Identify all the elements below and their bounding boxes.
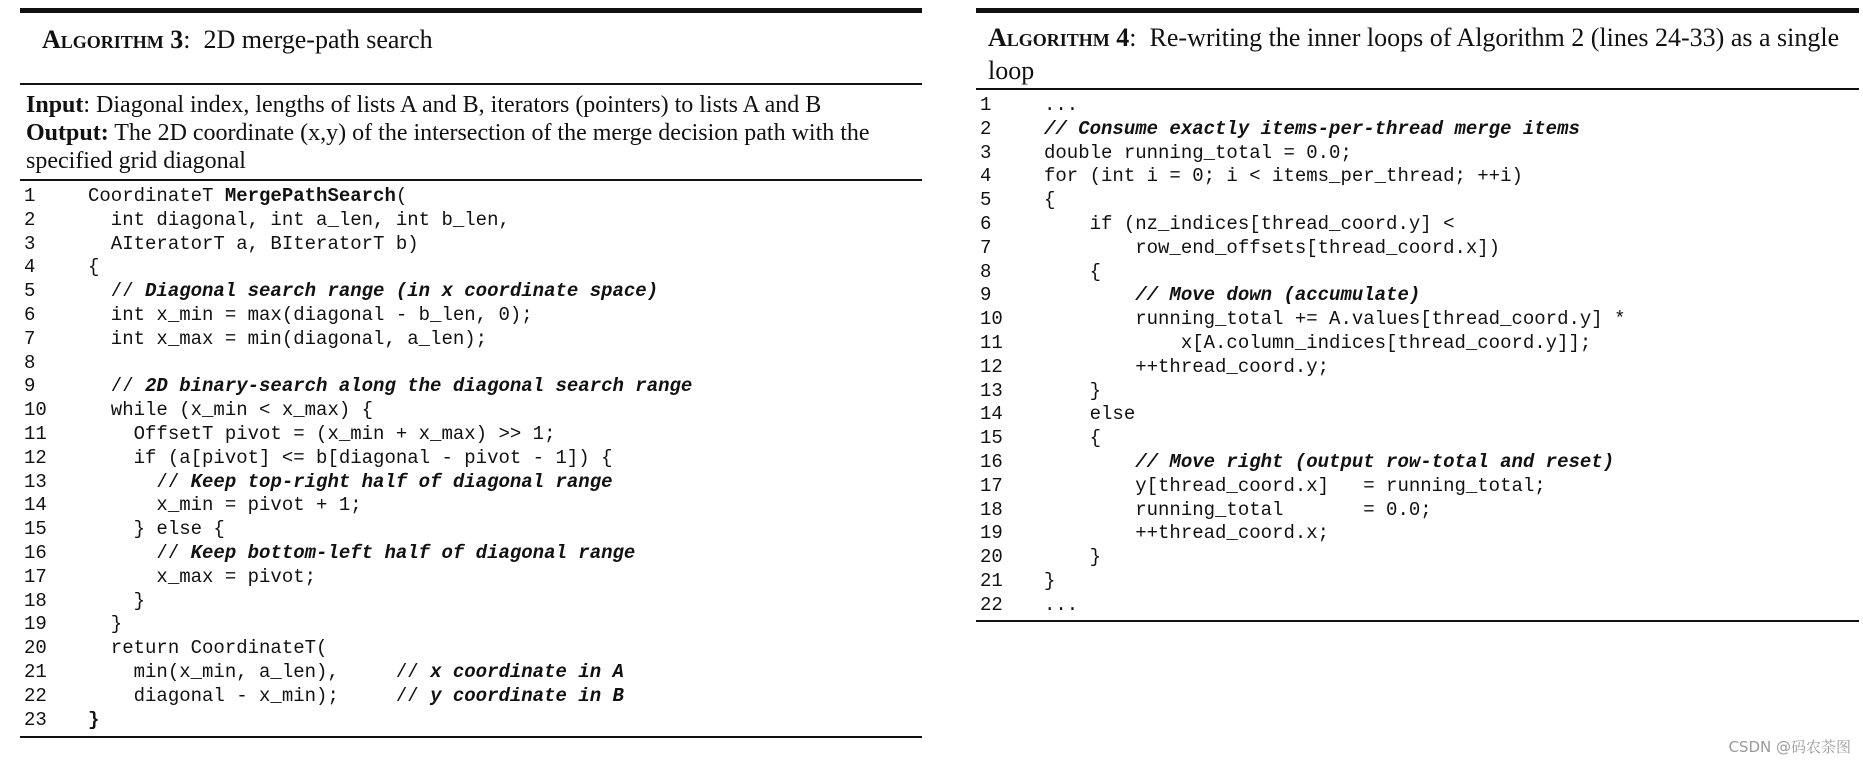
line-number: 9 — [980, 284, 992, 307]
line-number: 13 — [24, 470, 47, 493]
input-line — [26, 91, 916, 119]
code-line — [20, 542, 922, 566]
code-segment: ... — [1044, 593, 1079, 616]
code-segment: double running_total = 0.0; — [1044, 141, 1352, 164]
output-line — [26, 119, 916, 175]
code-text — [88, 661, 922, 685]
code-text — [88, 328, 922, 352]
output-label: Output: — [26, 120, 109, 146]
code-text — [88, 637, 922, 661]
code-comment: Keep top-right half of diagonal range — [190, 470, 613, 493]
line-number: 21 — [24, 660, 47, 683]
line-number: 6 — [24, 303, 36, 326]
code-text — [1044, 570, 1859, 594]
code-segment: { — [1044, 427, 1102, 450]
code-segment: { — [1044, 260, 1102, 283]
line-number: 7 — [24, 327, 36, 350]
algorithm-4-code — [976, 90, 1859, 620]
line-number: 3 — [24, 232, 36, 255]
code-text — [1044, 118, 1859, 142]
code-segment: x_min = pivot + 1; — [88, 494, 362, 517]
code-bold: MergePathSearch — [224, 185, 396, 207]
line-number: 16 — [980, 450, 1003, 473]
code-line — [20, 709, 922, 733]
code-text — [88, 447, 922, 471]
code-segment: ... — [1044, 94, 1079, 116]
line-number: 4 — [24, 256, 36, 279]
code-text — [1044, 475, 1859, 499]
code-line — [976, 475, 1859, 499]
code-segment: min(x_min, a_len), // — [88, 660, 431, 683]
code-line — [20, 661, 922, 685]
code-text — [1044, 142, 1859, 166]
code-line — [976, 261, 1859, 285]
line-number: 8 — [24, 351, 36, 374]
code-text — [1044, 356, 1859, 380]
code-line — [976, 118, 1859, 142]
output-text: The 2D coordinate (x,y) of the intersection of the merge decision path with the specified grid diagonal — [26, 120, 870, 174]
algorithm-label: Algorithm 4 — [988, 23, 1130, 52]
code-text — [1044, 380, 1859, 404]
algorithm-4-caption: Algorithm 4: Re-writing the inner loops of Algorithm 2 (lines 24-33) as a single loop — [988, 23, 1840, 85]
code-segment: diagonal - x_min); // — [88, 684, 431, 707]
line-number: 4 — [980, 165, 992, 188]
code-text — [88, 423, 922, 447]
code-comment: Diagonal search range (in x coordinate space) — [145, 280, 659, 303]
code-line — [976, 332, 1859, 356]
line-number: 18 — [24, 589, 47, 612]
code-line — [976, 94, 1859, 118]
code-line — [976, 499, 1859, 523]
code-segment: ( — [395, 185, 408, 207]
code-line — [976, 403, 1859, 427]
code-line — [976, 522, 1859, 546]
code-text — [1044, 427, 1859, 451]
code-text — [1044, 261, 1859, 285]
code-comment: Keep bottom-left half of diagonal range — [190, 541, 636, 564]
code-line — [20, 352, 922, 376]
code-text — [88, 471, 922, 495]
code-text — [1044, 451, 1859, 475]
code-line — [976, 142, 1859, 166]
code-segment — [1044, 284, 1135, 306]
line-number: 20 — [24, 637, 47, 660]
code-segment: } — [1044, 569, 1056, 592]
line-number: 18 — [980, 498, 1003, 521]
code-text — [1044, 165, 1859, 189]
code-line — [976, 427, 1859, 451]
line-number: 2 — [980, 117, 992, 140]
code-text — [88, 304, 922, 328]
code-line — [20, 304, 922, 328]
algorithm-label: Algorithm 3 — [42, 25, 184, 54]
code-line — [20, 423, 922, 447]
code-segment: // — [88, 470, 191, 493]
code-text — [88, 542, 922, 566]
code-segment: } else { — [88, 518, 225, 541]
code-segment: running_total += A.values[thread_coord.y] * — [1044, 308, 1626, 331]
code-text — [88, 709, 922, 733]
code-line — [976, 237, 1859, 261]
code-segment: running_total = 0.0; — [1044, 498, 1432, 521]
algorithm-title: Re-writing the inner loops of Algorithm 2 (lines 24-33) as a single loop — [988, 23, 1840, 85]
code-line — [20, 256, 922, 280]
code-segment: if (a[pivot] <= b[diagonal - pivot - 1]) { — [88, 446, 613, 469]
code-line — [20, 471, 922, 495]
code-line — [20, 399, 922, 423]
code-text — [88, 494, 922, 518]
line-number: 6 — [980, 212, 992, 235]
code-text — [1044, 284, 1859, 308]
code-line — [20, 590, 922, 614]
code-segment: } — [1044, 546, 1102, 569]
line-number: 12 — [980, 355, 1003, 378]
code-text — [1044, 499, 1859, 523]
code-segment: int x_max = min(diagonal, a_len); — [88, 327, 488, 350]
code-text — [88, 613, 922, 637]
code-comment: // Move right (output row-total and reset) — [1135, 450, 1615, 473]
bottom-rule — [976, 620, 1859, 622]
code-text — [88, 566, 922, 590]
code-text — [88, 233, 922, 257]
code-text — [1044, 237, 1859, 261]
code-line — [976, 546, 1859, 570]
code-comment: // Consume exactly items-per-thread merge items — [1044, 117, 1580, 140]
code-segment: while (x_min < x_max) { — [88, 399, 374, 422]
line-number: 1 — [24, 185, 36, 207]
code-text — [1044, 522, 1859, 546]
code-line — [20, 185, 922, 209]
code-segment: x_max = pivot; — [88, 565, 317, 588]
code-text — [1044, 189, 1859, 213]
algorithm-3-io — [20, 85, 922, 179]
code-segment: // — [88, 375, 146, 398]
code-segment: } — [88, 613, 123, 636]
code-segment: x[A.column_indices[thread_coord.y]]; — [1044, 331, 1592, 354]
code-line — [976, 570, 1859, 594]
code-comment: x coordinate in A — [430, 660, 624, 683]
code-segment: { — [1044, 189, 1056, 212]
line-number: 1 — [980, 94, 992, 116]
code-line — [976, 189, 1859, 213]
algorithm-4-block — [976, 8, 1859, 622]
code-line — [976, 284, 1859, 308]
code-segment: else — [1044, 403, 1136, 426]
bottom-rule — [20, 736, 922, 738]
code-line — [20, 447, 922, 471]
code-text — [88, 185, 922, 209]
code-line — [20, 685, 922, 709]
code-segment: // — [88, 280, 146, 303]
line-number: 13 — [980, 379, 1003, 402]
code-line — [976, 594, 1859, 618]
line-number: 14 — [24, 494, 47, 517]
line-number: 9 — [24, 375, 36, 398]
code-text — [1044, 594, 1859, 618]
code-line — [20, 613, 922, 637]
line-number: 12 — [24, 446, 47, 469]
line-number: 16 — [24, 541, 47, 564]
algorithm-title: 2D merge-path search — [203, 25, 433, 54]
code-segment: for (int i = 0; i < items_per_thread; ++i) — [1044, 165, 1523, 188]
line-number: 14 — [980, 403, 1003, 426]
code-segment: ++thread_coord.y; — [1044, 355, 1330, 378]
code-segment: row_end_offsets[thread_coord.x]) — [1044, 236, 1501, 259]
code-segment: ++thread_coord.x; — [1044, 522, 1330, 545]
code-segment: return CoordinateT( — [88, 637, 328, 660]
code-comment: y coordinate in B — [430, 684, 624, 707]
line-number: 8 — [980, 260, 992, 283]
code-segment — [1044, 451, 1135, 473]
line-number: 10 — [24, 399, 47, 422]
code-segment: if (nz_indices[thread_coord.y] < — [1044, 212, 1455, 235]
code-line — [976, 380, 1859, 404]
code-segment: OffsetT pivot = (x_min + x_max) >> 1; — [88, 422, 556, 445]
code-segment: y[thread_coord.x] = running_total; — [1044, 474, 1546, 497]
input-label: Input — [26, 92, 84, 118]
code-segment: } — [88, 589, 146, 612]
code-text — [88, 256, 922, 280]
code-text — [88, 209, 922, 233]
code-line — [20, 233, 922, 257]
code-text — [88, 685, 922, 709]
code-text — [1044, 94, 1859, 118]
code-line — [20, 494, 922, 518]
code-comment: // Move down (accumulate) — [1135, 284, 1421, 307]
line-number: 21 — [980, 569, 1003, 592]
line-number: 23 — [24, 708, 47, 731]
line-number: 11 — [980, 331, 1003, 354]
code-line — [976, 213, 1859, 237]
code-line — [20, 280, 922, 304]
code-text — [1044, 403, 1859, 427]
code-line — [976, 451, 1859, 475]
algorithm-3-caption: Algorithm 3: 2D merge-path search — [42, 25, 433, 54]
code-line — [976, 356, 1859, 380]
line-number: 11 — [24, 422, 47, 445]
line-number: 15 — [24, 518, 47, 541]
code-segment: int diagonal, int a_len, int b_len, — [88, 208, 510, 231]
code-line — [20, 637, 922, 661]
line-number: 10 — [980, 308, 1003, 331]
code-line — [20, 566, 922, 590]
code-line — [976, 165, 1859, 189]
code-text — [88, 518, 922, 542]
line-number: 19 — [980, 522, 1003, 545]
code-text — [1044, 308, 1859, 332]
line-number: 17 — [24, 565, 47, 588]
code-line — [20, 328, 922, 352]
code-text — [88, 375, 922, 399]
code-line — [20, 209, 922, 233]
code-segment: // — [88, 541, 191, 564]
code-comment: 2D binary-search along the diagonal search range — [145, 375, 693, 398]
code-line — [20, 375, 922, 399]
code-segment: { — [88, 256, 100, 279]
code-segment: int x_min = max(diagonal - b_len, 0); — [88, 303, 533, 326]
code-line — [20, 518, 922, 542]
code-text — [88, 280, 922, 304]
code-segment: AIteratorT a, BIteratorT b) — [88, 232, 419, 255]
code-bold: } — [88, 708, 100, 731]
line-number: 17 — [980, 474, 1003, 497]
code-text — [1044, 546, 1859, 570]
code-segment: } — [1044, 379, 1102, 402]
code-text — [1044, 213, 1859, 237]
line-number: 3 — [980, 141, 992, 164]
line-number: 5 — [24, 280, 36, 303]
code-text — [88, 399, 922, 423]
line-number: 7 — [980, 236, 992, 259]
line-number: 15 — [980, 427, 1003, 450]
line-number: 19 — [24, 613, 47, 636]
code-text — [88, 590, 922, 614]
line-number: 2 — [24, 208, 36, 231]
code-text — [88, 352, 922, 376]
line-number: 22 — [980, 593, 1003, 616]
line-number: 5 — [980, 189, 992, 212]
input-text: : Diagonal index, lengths of lists A and B, iterators (pointers) to lists A and B — [83, 92, 822, 118]
code-segment: CoordinateT — [88, 185, 225, 207]
code-line — [976, 308, 1859, 332]
line-number: 22 — [24, 684, 47, 707]
code-text — [1044, 332, 1859, 356]
line-number: 20 — [980, 546, 1003, 569]
algorithm-3-code — [20, 181, 922, 736]
algorithm-3-block — [20, 8, 922, 738]
watermark: CSDN @码农荼图 — [1728, 738, 1851, 756]
